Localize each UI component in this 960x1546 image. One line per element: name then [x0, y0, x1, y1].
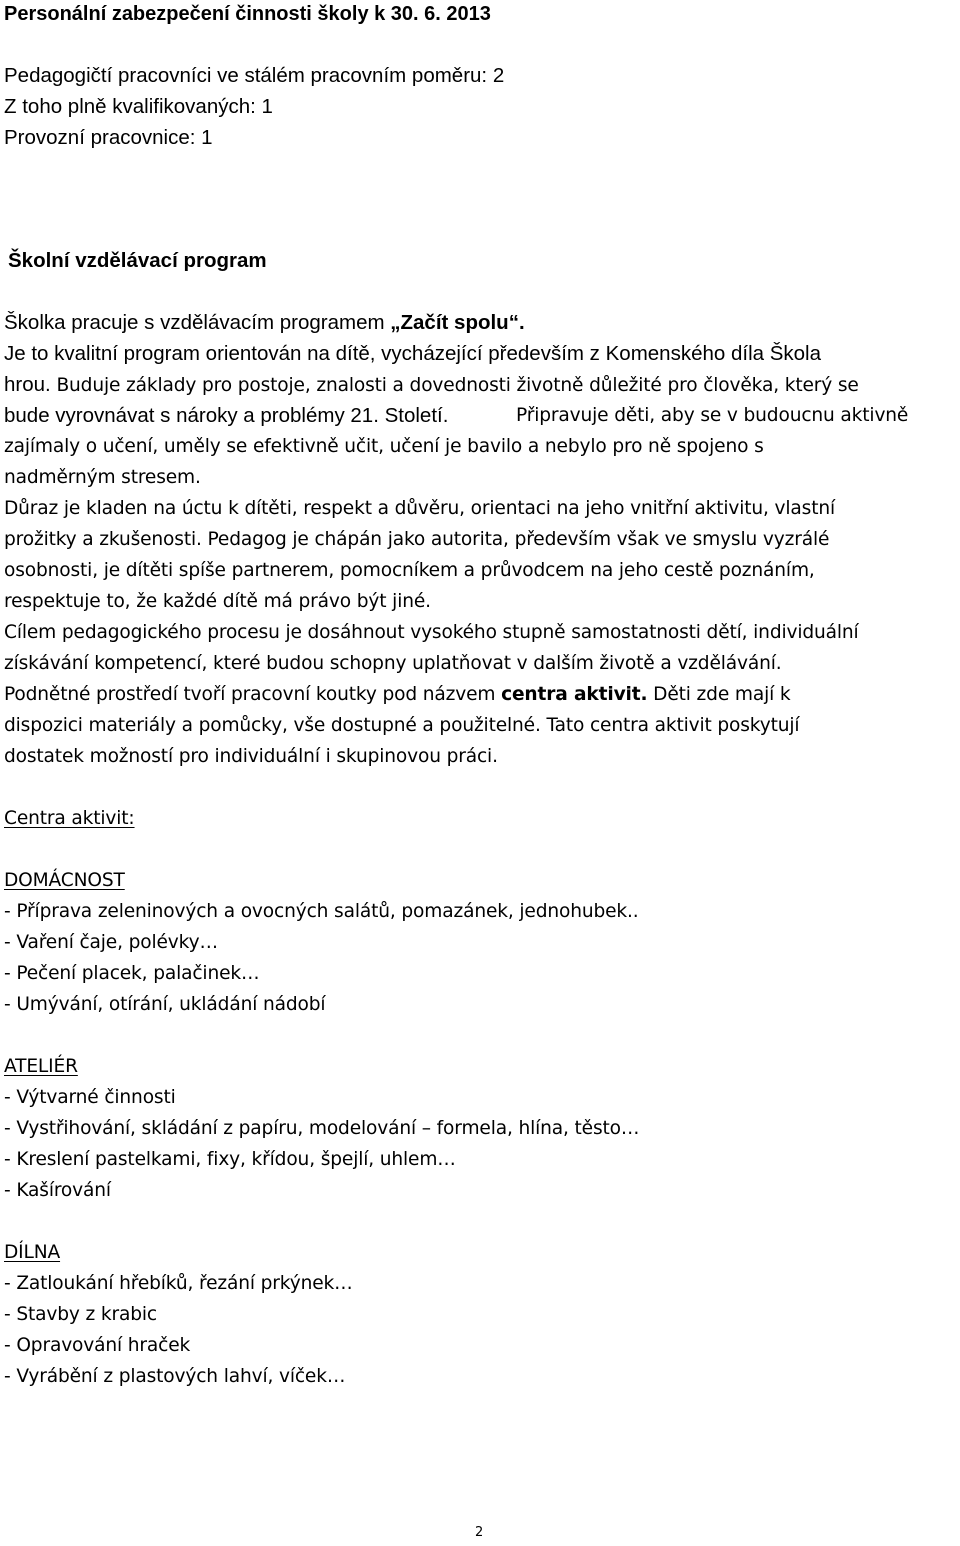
program-line-3: bude vyrovnávat s nároky a problémy 21. Století. [4, 404, 449, 427]
program-line-12 [4, 681, 791, 709]
program-line-1: Je to kvalitní program orientován na dítě, vycházející především z Komenského díla Škola [4, 342, 821, 365]
program-line-7a: prožitky a zkušenosti. [4, 529, 202, 550]
list-item: - Stavby z krabic [4, 1304, 157, 1325]
program-line-5: nadměrným stresem. [4, 467, 201, 488]
centra-aktivit-term: centra aktivit. [501, 684, 648, 705]
program-line-13: dispozici materiály a pomůcky, vše dostupné a použitelné. Tato centra aktivit poskytují [4, 715, 800, 736]
list-item: - Opravování hraček [4, 1335, 191, 1356]
program-line-2b: Buduje základy pro postoje, znalosti a dovednosti životně důležité pro člověka, který se [56, 375, 859, 396]
centers-heading: Centra aktivit: [4, 808, 135, 829]
list-item: - Výtvarné činnosti [4, 1087, 176, 1108]
list-item: - Vystřihování, skládání z papíru, modelování – formela, hlína, těsto… [4, 1118, 640, 1139]
program-line-2 [4, 371, 859, 400]
section-title-domacnost: DOMÁCNOST [4, 870, 125, 891]
program-line-4: zajímaly o učení, uměly se efektivně učit, učení je bavilo a nebylo pro ně spojeno s [4, 436, 764, 457]
program-line-12a: Podnětné prostředí tvoří pracovní koutky pod názvem [4, 684, 502, 705]
program-heading: Školní vzdělávací program [8, 249, 267, 272]
list-item: - Kreslení pastelkami, fixy, křídou, špejlí, uhlem… [4, 1149, 456, 1170]
program-line-11: získávání kompetencí, které budou schopny uplatňovat v dalším životě a vzdělávání. [4, 653, 782, 674]
section-title-dilna: DÍLNA [4, 1242, 61, 1263]
section-title-atelier: ATELIÉR [4, 1056, 78, 1077]
list-item: - Příprava zeleninových a ovocných salátů, pomazánek, jednohubek.. [4, 901, 639, 922]
staff-operational: Provozní pracovnice: 1 [4, 126, 213, 149]
list-item: - Umývání, otírání, ukládání nádobí [4, 994, 326, 1015]
page-number: 2 [475, 1525, 484, 1540]
program-intro-prefix: Školka pracuje s vzdělávacím programem [4, 311, 391, 334]
staff-teachers: Pedagogičtí pracovníci ve stálém pracovním poměru: 2 [4, 64, 505, 87]
staff-qualified: Z toho plně kvalifikovaných: 1 [4, 95, 273, 118]
program-line-8: osobnosti, je dítěti spíše partnerem, pomocníkem a průvodcem na jeho cestě poznáním, [4, 560, 815, 581]
program-line-6: Důraz je kladen na úctu k dítěti, respekt a důvěru, orientaci na jeho vnitřní aktivitu, vlastní [4, 498, 835, 519]
list-item: - Zatloukání hřebíků, řezání prkýnek… [4, 1273, 353, 1294]
program-line-9: respektuje to, že každé dítě má právo být jiné. [4, 591, 431, 612]
list-item: - Vaření čaje, polévky… [4, 932, 218, 953]
program-line-3b: Připravuje děti, aby se v budoucnu aktivně [516, 405, 909, 426]
program-line-2a: hrou. [4, 373, 51, 396]
program-line-7b: Pedagog je chápán jako autorita, především však ve smyslu vyzrálé [207, 529, 830, 550]
list-item: - Vyrábění z plastových lahví, víček… [4, 1366, 346, 1387]
program-line-14: dostatek možností pro individuální i skupinovou práci. [4, 746, 498, 767]
program-line-7 [4, 526, 829, 554]
list-item: - Pečení placek, palačinek… [4, 963, 260, 984]
list-item: - Kašírování [4, 1180, 111, 1201]
document-title: Personální zabezpečení činnosti školy k 30. 6. 2013 [4, 3, 491, 25]
program-line-12c: Děti zde mají k [647, 684, 791, 705]
program-name: „Začít spolu“. [390, 311, 525, 334]
program-line-10: Cílem pedagogického procesu je dosáhnout vysokého stupně samostatnosti dětí, individuální [4, 622, 859, 643]
program-intro [4, 309, 525, 337]
